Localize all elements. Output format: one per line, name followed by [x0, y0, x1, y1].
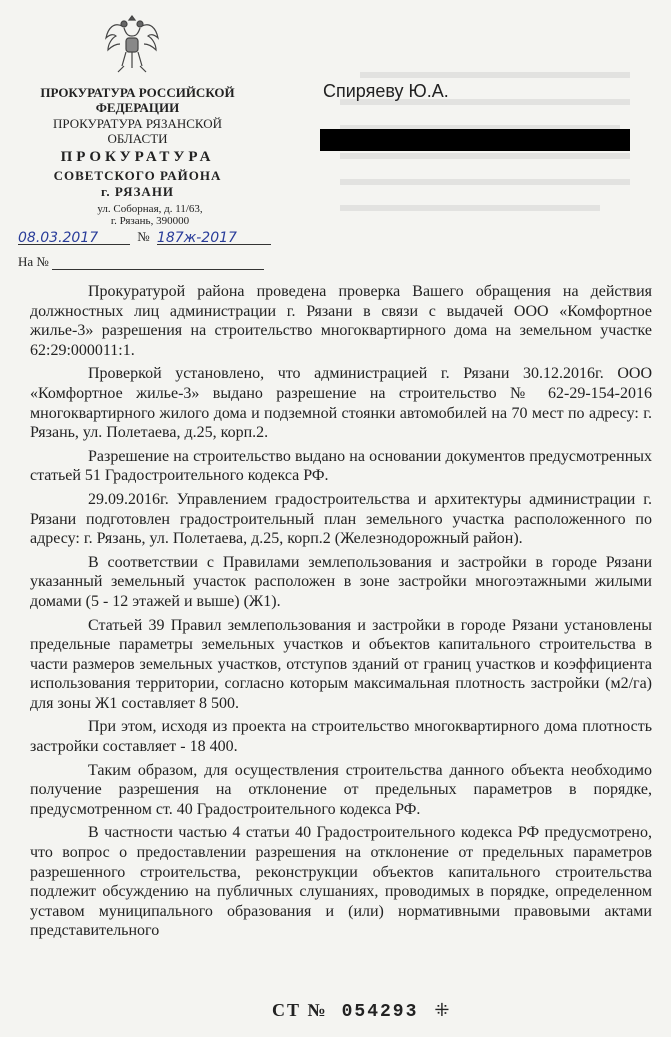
header-line-4: ОБЛАСТИ	[107, 131, 168, 146]
paragraph: Разрешение на строительство выдано на основании документов предусмотренных статьей 51 Градостроительного кодекса РФ.	[30, 447, 652, 485]
header-line-7: г. РЯЗАНИ	[100, 184, 175, 199]
reply-to-field	[18, 254, 264, 270]
header-line-2: ФЕДЕРАЦИИ	[95, 100, 180, 115]
outgoing-number: 187ж-2017	[156, 230, 237, 246]
paragraph: Таким образом, для осуществления строительства данного объекта необходимо получение разрешения на отклонение от предельных параметров в порядке, предусмотренном ст. 40 Градостроительного кодекса РФ.	[30, 761, 652, 818]
stamp-series: СТ №	[272, 1000, 328, 1020]
paragraph: 29.09.2016г. Управлением градостроительства и архитектуры администрации г. Рязани подготовлен градостроительный план земельного участка расположенного по адресу: г. Рязань, ул. Полетаева, д.25, корп.2 (Железнодорожный район).	[30, 490, 652, 548]
paragraph: При этом, исходя из проекта на строительство многоквартирного дома плотность застройки составляет - 18 400.	[30, 718, 652, 756]
paragraph: Проверкой установлено, что администрацией г. Рязани 30.12.2016г. ООО «Комфортное жилье-3» выдано разрешение на строительство № 62-29-154-2016 многоквартирного жилого дома и подземной стоянки автомобилей на 70 мест по адресу: г. Рязань, ул. Полетаева, д.25, корп.2.	[30, 365, 652, 442]
outgoing-date-number	[18, 229, 271, 245]
ornament-icon: ⁜	[434, 1000, 452, 1020]
outgoing-date: 08.03.2017	[18, 230, 99, 246]
stamp-number: 054293	[341, 1002, 419, 1022]
reply-to-label: На №	[18, 254, 49, 269]
paragraph: В соответствии с Правилами землепользования и застройки в городе Рязани указанный земельный участок расположен в зоне застройки многоэтажными жилыми домами (5 - 12 этажей и выше) (Ж1).	[30, 553, 652, 610]
header-line-1: ПРОКУРАТУРА РОССИЙСКОЙ	[40, 85, 235, 100]
paragraph: Прокуратурой района проведена проверка Вашего обращения на действия должностных лиц администрации г. Рязани в связи с выдачей ООО «Комфортное жилье-3» разрешения на строительство многоквартирного дома на земельном участке 62:29:000011:1.	[30, 283, 652, 359]
paragraph: В частности частью 4 статьи 40 Градостроительного кодекса РФ предусмотрено, что вопрос о предоставлении разрешения на отклонение от предельных параметров разрешенного строительства, реконструкции объектов капитального строительства подлежит обсуждению на публичных слушаниях, проводимых в порядке, определенном уставом муниципального образования и (или) нормативными правовыми актами представительного	[30, 824, 652, 940]
header-line-6: СОВЕТСКОГО РАЙОНА	[53, 168, 222, 183]
redaction-bar	[320, 129, 630, 151]
outgoing-date-field	[18, 230, 130, 245]
header-address-2: г. Рязань, 390000	[110, 215, 190, 227]
double-headed-eagle-emblem	[104, 10, 160, 76]
form-serial-stamp	[272, 1000, 452, 1022]
paragraph: Статьей 39 Правил землепользования и застройки в городе Рязани установлены предельные параметры земельных участков и объектов капитального строительства в части размеров земельных участков, отступов зданий от границ участков и коэффициента использования территории, согласно которым максимальная плотность застройки (м2/га) для зоны Ж1 составляет 8 500.	[30, 616, 652, 712]
number-label: №	[137, 229, 150, 244]
header-line-3: ПРОКУРАТУРА РЯЗАНСКОЙ	[52, 116, 223, 131]
recipient-name: Спиряеву Ю.А.	[323, 81, 449, 101]
header-address-1: ул. Соборная, д. 11/63,	[97, 203, 203, 215]
header-line-5: ПРОКУРАТУРА	[60, 149, 215, 165]
letter-body	[30, 282, 652, 945]
reply-to-line	[52, 255, 264, 270]
outgoing-number-field	[157, 230, 271, 245]
